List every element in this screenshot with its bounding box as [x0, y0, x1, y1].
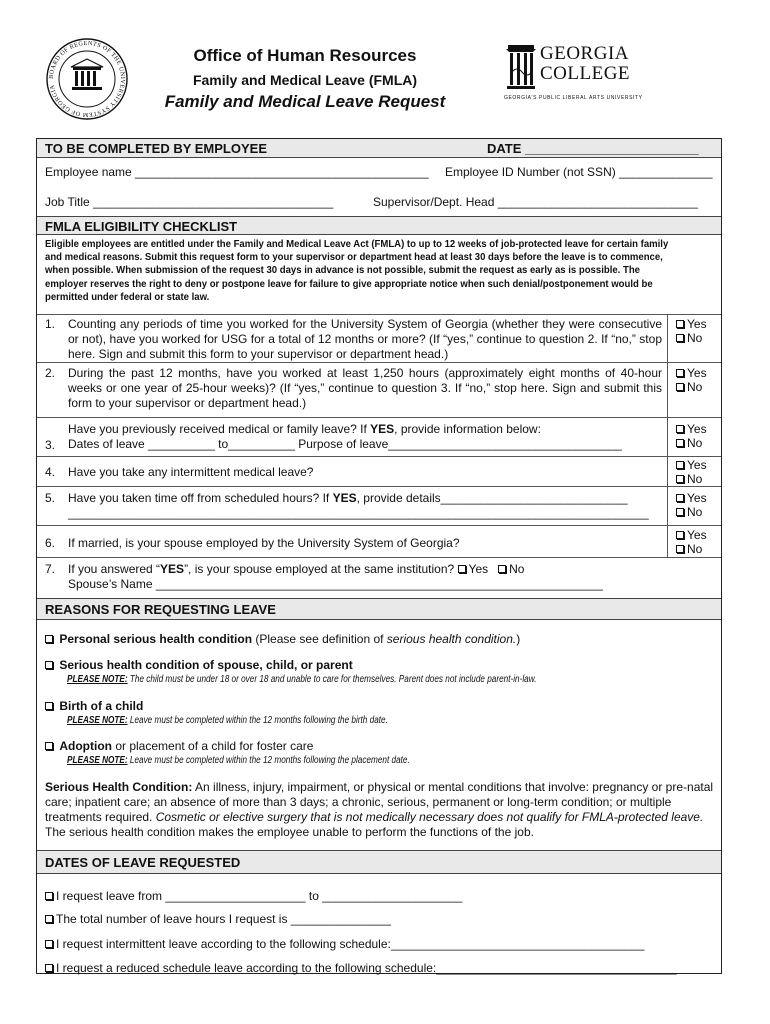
job-title-field[interactable]: Job Title ____________________________________ — [45, 195, 334, 209]
checkbox-icon — [676, 494, 684, 502]
eligibility-intro-text: Eligible employees are entitled under the Family and Medical Leave Act (FMLA) to up to 12 weeks of job-protected leave for certain family and medical reasons. Submit this request form to your supervisor or department head at least 30 days before the leave is to commence, when possible. When submission of the request 30 days in advance is not possible, submit the request as early as is possible. The employer reserves the right to deny or postpone leave for failure to give appropriate notice when such denial/postponement would be permitted under federal or state law. — [45, 239, 669, 303]
spouse-name-field[interactable]: Spouse’s Name ___________________________________________________________________ — [68, 577, 603, 591]
supervisor-field[interactable]: Supervisor/Dept. Head ______________________________ — [373, 195, 698, 209]
checkbox-icon — [458, 565, 466, 573]
question-7-row: 7. If you answered “YES”, is your spouse employed at the same institution? Yes No Spouse’s Name ___________________________________________________________________ — [37, 558, 721, 598]
question-1-text: Counting any periods of time you worked for the University System of Georgia (whether they were consecutive or not), have you worked for USG for a total of 12 months or more? (If “yes,” continue to question 2. If “no,” stop here. Sign and submit this form to your supervisor or department head.) — [68, 317, 662, 361]
employee-section-header: TO BE COMPLETED BY EMPLOYEE DATE ________________________ — [37, 139, 721, 158]
checkbox-icon — [676, 425, 684, 433]
family-health-note: PLEASE NOTE: The child must be under 18 or over 18 and unable to care for themselves. Parent does not include parent-in-law. — [67, 674, 537, 685]
question-2-text: During the past 12 months, have you worked at least 1,250 hours (approximately eight months of 40-hour weeks or one year of 25-hour weeks)? (If “yes,” continue to question 3. If “no,” stop here. Sign and submit this form to your supervisor or department head.) — [68, 366, 662, 410]
reason-adoption[interactable]: Adoption or placement of a child for foster care — [45, 739, 313, 753]
header-titles — [140, 46, 470, 113]
q7-yes-checkbox[interactable]: Yes — [458, 562, 489, 576]
q1-no-checkbox[interactable]: No — [676, 331, 723, 345]
checkbox-icon — [498, 565, 506, 573]
leave-dates-field[interactable]: Dates of leave __________ to__________ Purpose of leave___________________________________ — [68, 437, 622, 451]
q1-yes-checkbox[interactable]: Yes — [676, 317, 723, 331]
checkbox-icon — [676, 461, 684, 469]
time-off-details-field[interactable]: , provide details____________________________ — [356, 491, 628, 505]
checkbox-icon — [676, 531, 684, 539]
birth-note: PLEASE NOTE: Leave must be completed within the 12 months following the birth date. — [67, 715, 388, 726]
checkbox-icon — [45, 940, 53, 948]
svg-text:BOARD OF REGENTS OF THE UNIVER: BOARD OF REGENTS OF THE UNIVERSITY SYSTEM OF GEORGIA — [47, 39, 127, 119]
checkbox-icon — [45, 892, 53, 900]
q2-yes-checkbox[interactable]: Yes — [676, 366, 723, 380]
question-4-text: Have you take any intermittent medical leave? — [68, 465, 314, 479]
page-header — [0, 0, 770, 140]
form-title: Family and Medical Leave Request — [164, 92, 446, 111]
adoption-note: PLEASE NOTE: Leave must be completed within the 12 months following the placement date. — [67, 755, 410, 766]
leave-hours-field[interactable]: The total number of leave hours I request is _______________ — [45, 912, 391, 926]
q3-no-checkbox[interactable]: No — [676, 436, 723, 450]
checkbox-icon — [676, 439, 684, 447]
checkbox-icon — [676, 545, 684, 553]
serious-health-definition: Serious Health Condition: An illness, injury, impairment, or physical or mental conditions that involve: pregnancy or pre-natal care; inpatient care; an absence of more than 3 days; a chronic, serious, permanent or long-term condition; or multiple treatments required. Cosmetic or elective surgery that is not medically necessary does not qualify for FMLA-protected leave. The serious health condition makes the employee unable to perform the functions of the job. — [45, 780, 714, 839]
employee-name-field[interactable]: Employee name ____________________________________________ — [45, 165, 429, 179]
employee-id-field[interactable]: Employee ID Number (not SSN) ______________ — [445, 165, 713, 179]
checkbox-icon — [676, 320, 684, 328]
logo-tagline: GEORGIA'S PUBLIC LIBERAL ARTS UNIVERSITY — [504, 95, 643, 101]
intermittent-schedule-field[interactable]: I request intermittent leave according to the following schedule:______________________________________ — [45, 937, 644, 951]
q4-yes-checkbox[interactable]: Yes — [676, 458, 723, 472]
fmla-subtitle: Family and Medical Leave (FMLA) — [192, 72, 418, 88]
eligibility-section-header: FMLA ELIGIBILITY CHECKLIST — [37, 216, 721, 235]
logo-wordmark: GEORGIA COLLEGE — [540, 43, 631, 84]
question-3-text: Have you previously received medical or family leave? If YES, provide information below: Dates of leave __________ to__________ Purpose of leave___________________________________ — [68, 422, 662, 452]
reduced-schedule-field[interactable]: I request a reduced schedule leave according to the following schedule:____________________________________ — [45, 961, 677, 975]
checkbox-icon — [45, 915, 53, 923]
reason-personal-health[interactable]: Personal serious health condition (Please see definition of serious health condition.) — [45, 632, 520, 646]
job-title-row — [37, 186, 721, 216]
q6-no-checkbox[interactable]: No — [676, 542, 723, 556]
checkbox-icon — [45, 702, 53, 710]
checkbox-icon — [676, 475, 684, 483]
question-2-row: 2. During the past 12 months, have you worked at least 1,250 hours (approximately eight months of 40-hour weeks or one year of 25-hour weeks)? (If “yes,” continue to question 3. If “no,” stop here. Sign and submit this form to your supervisor or department head.) Yes No — [37, 363, 721, 418]
question-7-text: If you answered “YES”, is your spouse employed at the same institution? Yes No Spouse’s Name ___________________________________________________________________ — [68, 562, 688, 592]
q3-yes-checkbox[interactable]: Yes — [676, 422, 723, 436]
question-3-row: 3. Have you previously received medical or family leave? If YES, provide information below: Dates of leave __________ to__________ Purpose of leave___________________________________ Yes No — [37, 418, 721, 457]
checkbox-icon — [676, 383, 684, 391]
question-6-answers — [667, 526, 723, 557]
question-6-row: 6. If married, is your spouse employed by the University System of Georgia? Yes No — [37, 526, 721, 558]
checkbox-icon — [676, 369, 684, 377]
q2-no-checkbox[interactable]: No — [676, 380, 723, 394]
checkbox-icon — [45, 661, 53, 669]
question-5-row: 5. Have you taken time off from scheduled hours? If YES, provide details____________________________ _______________________________________________________________________________________ Yes No — [37, 487, 721, 526]
question-4-row: 4. Have you take any intermittent medical leave? Yes No — [37, 457, 721, 487]
checkbox-icon — [45, 964, 53, 972]
date-field[interactable]: DATE ________________________ — [487, 141, 699, 156]
leave-from-to-field[interactable]: I request leave from _____________________ to _____________________ — [45, 889, 462, 903]
q7-no-checkbox[interactable]: No — [498, 562, 524, 576]
q6-yes-checkbox[interactable]: Yes — [676, 528, 723, 542]
question-5-text: Have you taken time off from scheduled hours? If YES, provide details____________________________ _______________________________________________________________________________________ — [68, 491, 662, 521]
eligibility-intro — [37, 235, 721, 315]
q4-no-checkbox[interactable]: No — [676, 472, 723, 486]
reason-family-health[interactable]: Serious health condition of spouse, child, or parent — [45, 658, 353, 672]
checkbox-icon — [45, 635, 53, 643]
office-title: Office of Human Resources — [193, 46, 417, 65]
board-of-regents-seal — [44, 36, 130, 122]
dates-section-header: DATES OF LEAVE REQUESTED — [37, 850, 721, 874]
question-4-answers — [667, 457, 723, 486]
question-5-answers — [667, 487, 723, 525]
time-off-details-line[interactable]: _______________________________________________________________________________________ — [68, 506, 649, 520]
checkbox-icon — [676, 334, 684, 342]
question-1-row: 1. Counting any periods of time you worked for the University System of Georgia (whether they were consecutive or not), have you worked for USG for a total of 12 months or more? (If “yes,” continue to question 2. If “no,” stop here. Sign and submit this form to your supervisor or department head.) Yes No — [37, 315, 721, 363]
fmla-form — [36, 138, 722, 974]
q5-no-checkbox[interactable]: No — [676, 505, 723, 519]
question-3-answers — [667, 418, 723, 456]
checkbox-icon — [45, 742, 53, 750]
question-2-answers — [667, 363, 723, 417]
question-6-text: If married, is your spouse employed by the University System of Georgia? — [68, 536, 460, 550]
reason-birth[interactable]: Birth of a child — [45, 699, 143, 713]
checkbox-icon — [676, 508, 684, 516]
question-1-answers — [667, 315, 723, 362]
reasons-section-header: REASONS FOR REQUESTING LEAVE — [37, 598, 721, 620]
q5-yes-checkbox[interactable]: Yes — [676, 491, 723, 505]
employee-name-row — [37, 158, 721, 186]
